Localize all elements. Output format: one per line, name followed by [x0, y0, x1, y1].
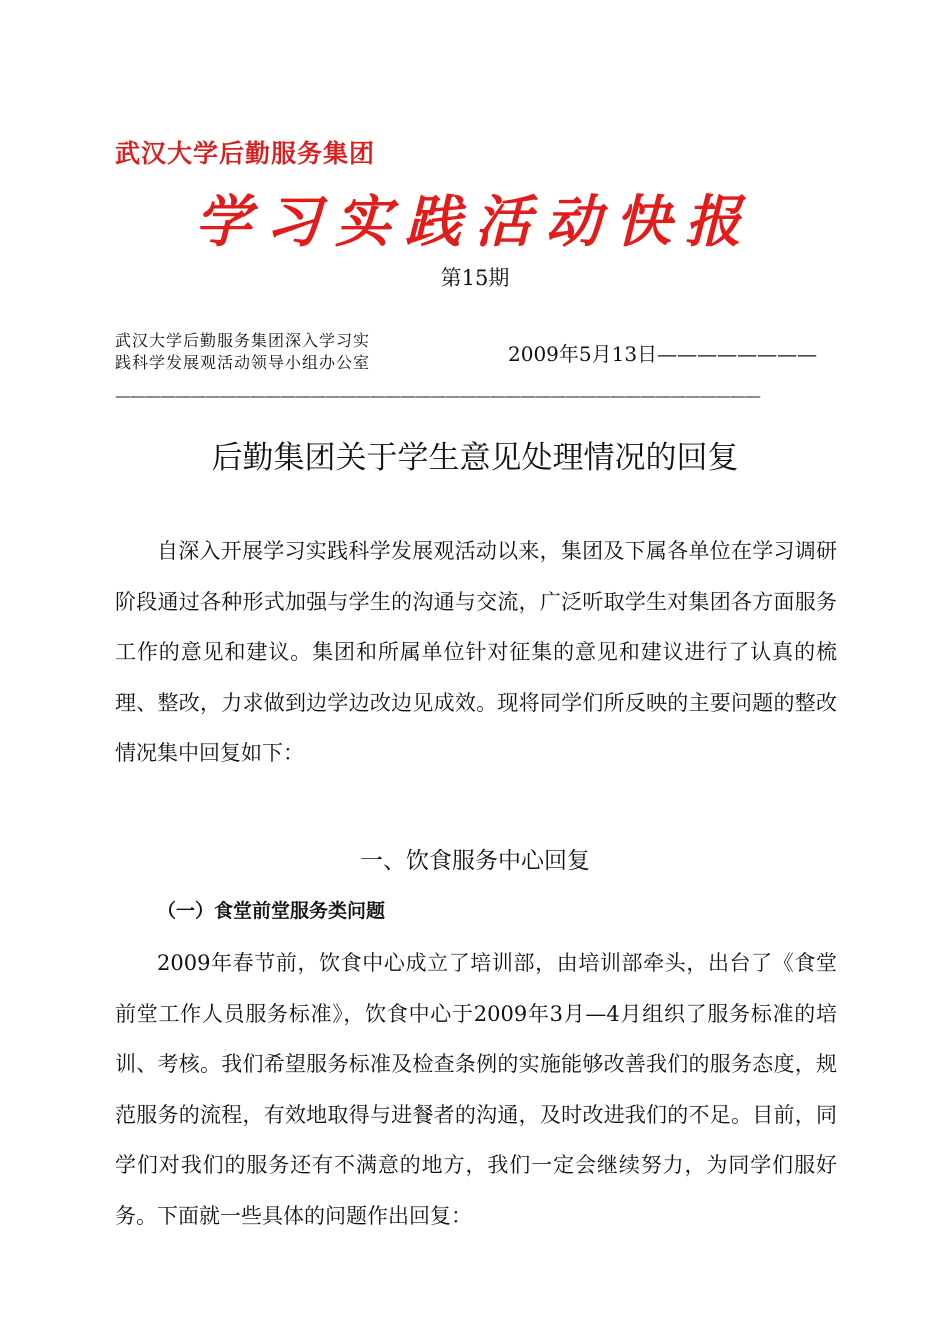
- issue-date: 2009年5月13日: [508, 342, 658, 366]
- masthead-title: 学习实践活动快报: [195, 189, 755, 255]
- issuing-office: 武汉大学后勤服务集团深入学习实践科学发展观活动领导小组办公室: [115, 331, 371, 372]
- issue-date-line: [508, 338, 817, 367]
- issue-number: 第15期: [440, 266, 510, 290]
- body-paragraph: 2009年春节前，饮食中心成立了培训部，由培训部牵头，出台了《食堂前堂工作人员服务标准》，饮食中心于2009年3月—4月组织了服务标准的培训、考核。我们希望服务标准及检查条例的实施能够改善我们的服务态度，规范服务的流程，有效地取得与进餐者的沟通，及时改进我们的不足。目前，同学们对我们的服务还有不满意的地方，我们一定会继续努力，为同学们服好务。下面就一些具体的问题作出回复：: [115, 951, 837, 1228]
- header-rule: ———————————————————————————————————————————: [115, 386, 760, 405]
- intro-paragraph: 自深入开展学习实践科学发展观活动以来，集团及下属各单位在学习调研阶段通过各种形式加强与学生的沟通与交流，广泛听取学生对集团各方面服务工作的意见和建议。集团和所属单位针对征集的意见和建议进行了认真的梳理、整改，力求做到边学边改边见成效。现将同学们所反映的主要问题的整改情况集中回复如下：: [115, 539, 837, 765]
- document-title: 后勤集团关于学生意见处理情况的回复: [211, 440, 739, 476]
- section-title: 一、饮食服务中心回复: [360, 848, 590, 874]
- org-name: 武汉大学后勤服务集团: [115, 139, 376, 168]
- subsection-title: （一）食堂前堂服务类问题: [157, 900, 386, 922]
- date-rule: ————————: [657, 342, 818, 366]
